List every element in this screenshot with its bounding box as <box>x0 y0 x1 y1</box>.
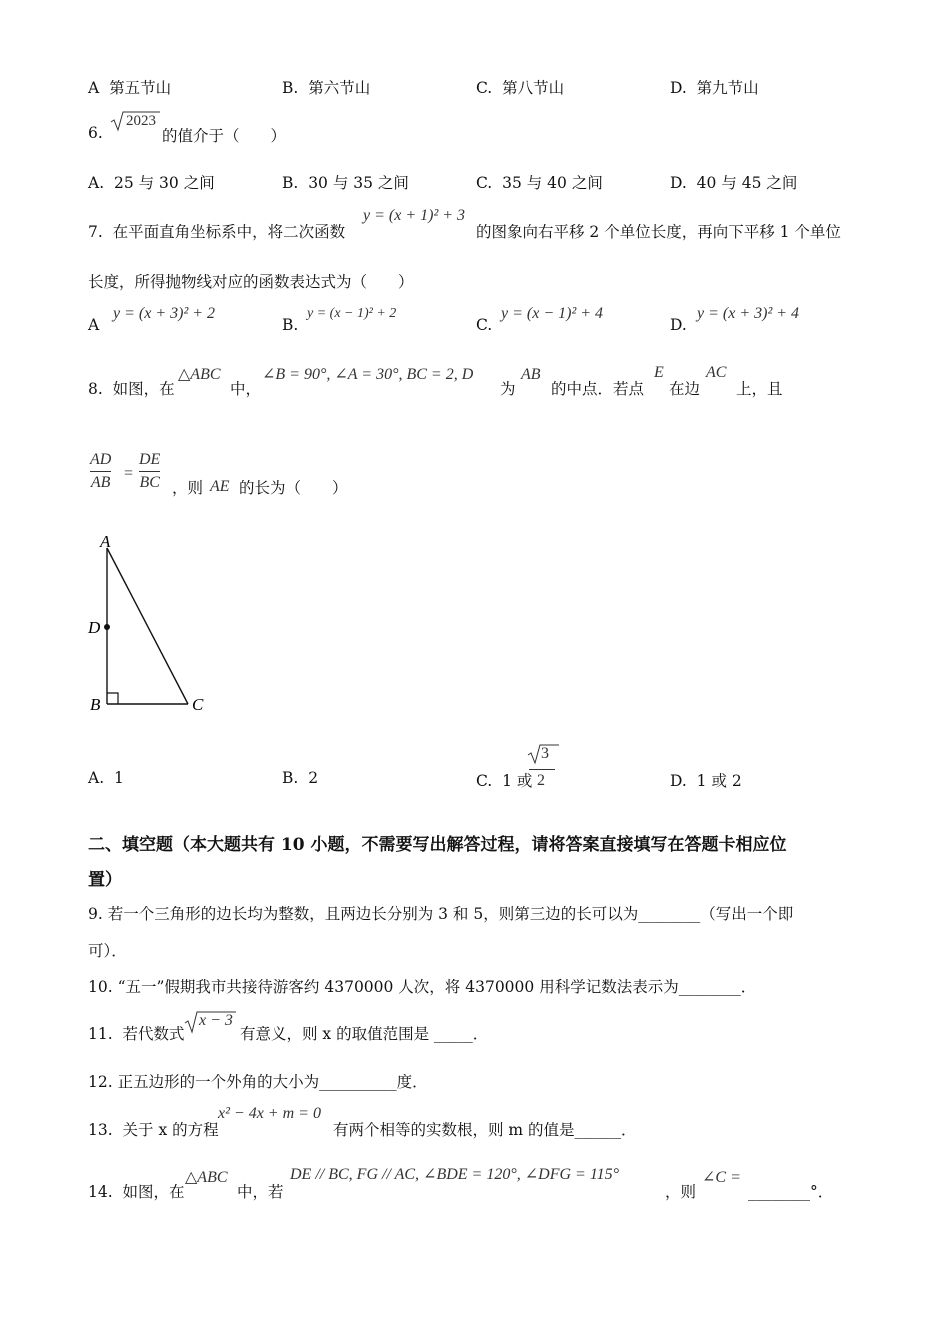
q8-triangle-figure <box>80 528 220 720</box>
q8-option-d: D. 1 或 2 <box>670 772 742 790</box>
q8-frac1-num: AD <box>90 451 112 468</box>
q8-frac1-den: AB <box>90 474 111 491</box>
q12-line: 12. 正五边形的一个外角的大小为__________度． <box>88 1073 428 1091</box>
q5-option-a: A 第五节山 <box>88 79 172 97</box>
q9-line1: 9. 若一个三角形的边长均为整数，且两边长分别为 3 和 5，则第三边的长可以为________（写出一个即 <box>88 905 794 923</box>
q13-start: 13. 关于 x 的方程 <box>88 1121 219 1139</box>
q8-option-c-sqrt-radicand: 3 <box>541 745 549 762</box>
q8-stem-start: 8. 如图，在 <box>88 380 175 398</box>
q5-option-b: B. 第六节山 <box>282 79 371 97</box>
q7-option-a: A <box>88 316 100 334</box>
q14-answer-blank: ________°． <box>748 1183 834 1201</box>
q8-conditions: ∠B = 90°, ∠A = 30°, BC = 2, D <box>262 366 474 383</box>
q6-radicand: 2023 <box>126 113 156 129</box>
q8-option-a: A. 1 <box>88 769 124 787</box>
q8-triangle-abc: △ABC <box>178 366 221 383</box>
point-d <box>104 624 110 630</box>
label-d: D <box>88 618 101 637</box>
q8-frac2-den: BC <box>139 474 160 491</box>
q8-text-8: 的长为（ ） <box>239 479 348 497</box>
q11-start: 11. 若代数式 <box>88 1025 185 1043</box>
q14-triangle-abc: △ABC <box>185 1169 228 1186</box>
q7-stem-line1: 7. 在平面直角坐标系中，将二次函数 <box>88 223 346 241</box>
q11-radicand: x − 3 <box>199 1012 233 1029</box>
q14-angle-c: ∠C = <box>702 1169 741 1186</box>
label-b: B <box>90 695 101 714</box>
q8-option-c: C. 1 或 <box>476 772 533 790</box>
q7-option-b: B. <box>282 316 299 334</box>
q8-text-7: ，则 <box>172 479 204 497</box>
q6-option-d: D. 40 与 45 之间 <box>670 174 798 192</box>
q6-stem: 的值介于（ ） <box>162 127 287 145</box>
right-angle-mark <box>107 693 118 704</box>
q5-option-c: C. 第八节山 <box>476 79 565 97</box>
q8-option-b: B. 2 <box>282 769 319 787</box>
q8-text-5: 在边 <box>669 380 701 398</box>
q8-option-c-fraction-bar <box>529 769 555 770</box>
q13-equation: x² − 4x + m = 0 <box>218 1105 321 1122</box>
q10-line: 10. “五一”假期我市共接待游客约 4370000 人次，将 4370000 用科学记数法表示为________． <box>88 978 757 996</box>
label-a: A <box>100 532 111 551</box>
q7-formula: y = (x + 1)² + 3 <box>363 207 466 224</box>
q7-option-d: D. <box>670 316 687 334</box>
q8-ac: AC <box>706 364 727 381</box>
label-c: C <box>192 695 204 714</box>
q5-option-d: D. 第九节山 <box>670 79 759 97</box>
q7-option-a-formula: y = (x + 3)² + 2 <box>113 305 216 322</box>
q14-conditions: DE // BC, FG // AC, ∠BDE = 120°, ∠DFG = 115° <box>290 1166 620 1183</box>
q9-line2: 可）． <box>88 942 127 960</box>
q6-option-a: A. 25 与 30 之间 <box>88 174 215 192</box>
q6-option-b: B. 30 与 35 之间 <box>282 174 409 192</box>
q14-start: 14. 如图，在 <box>88 1183 185 1201</box>
q8-fraction-de-bc <box>139 451 160 492</box>
q6-option-c: C. 35 与 40 之间 <box>476 174 603 192</box>
q8-ab: AB <box>521 366 541 383</box>
q7-stem-line2: 长度，所得抛物线对应的函数表达式为（ ） <box>88 273 414 291</box>
q8-ae: AE <box>210 478 230 495</box>
q11-end: 有意义，则 x 的取值范围是 _____． <box>240 1025 489 1043</box>
q8-text-4: 的中点．若点 <box>551 380 645 398</box>
q8-text-3: 为 <box>500 380 516 398</box>
q8-option-c-denominator: 2 <box>537 772 545 789</box>
q14-text-2: 中，若 <box>237 1183 284 1201</box>
section-2-heading: 二、填空题（本大题共有 10 小题，不需要写出解答过程，请将答案直接填写在答题卡相应位 <box>88 835 787 855</box>
q7-option-b-formula: y = (x − 1)² + 2 <box>307 306 397 321</box>
q7-option-d-formula: y = (x + 3)² + 4 <box>697 305 800 322</box>
q13-end: 有两个相等的实数根，则 m 的值是______． <box>333 1121 637 1139</box>
q8-text-6: 上，且 <box>736 380 783 398</box>
q7-stem-line1-end: 的图象向右平移 2 个单位长度，再向下平移 1 个单位 <box>476 223 841 241</box>
section-2-heading-cont: 置） <box>88 870 122 890</box>
side-ac <box>107 548 188 704</box>
q7-option-c-formula: y = (x − 1)² + 4 <box>501 305 604 322</box>
q14-text-3: ，则 <box>665 1183 697 1201</box>
q7-option-c: C. <box>476 316 493 334</box>
q8-text-2: 中， <box>230 380 262 398</box>
q8-equals: = <box>124 465 134 482</box>
q8-fraction-ad-ab <box>90 451 111 492</box>
q8-point-e: E <box>654 364 664 381</box>
q6-number: 6. <box>88 124 103 142</box>
q8-frac2-num: DE <box>139 451 161 468</box>
